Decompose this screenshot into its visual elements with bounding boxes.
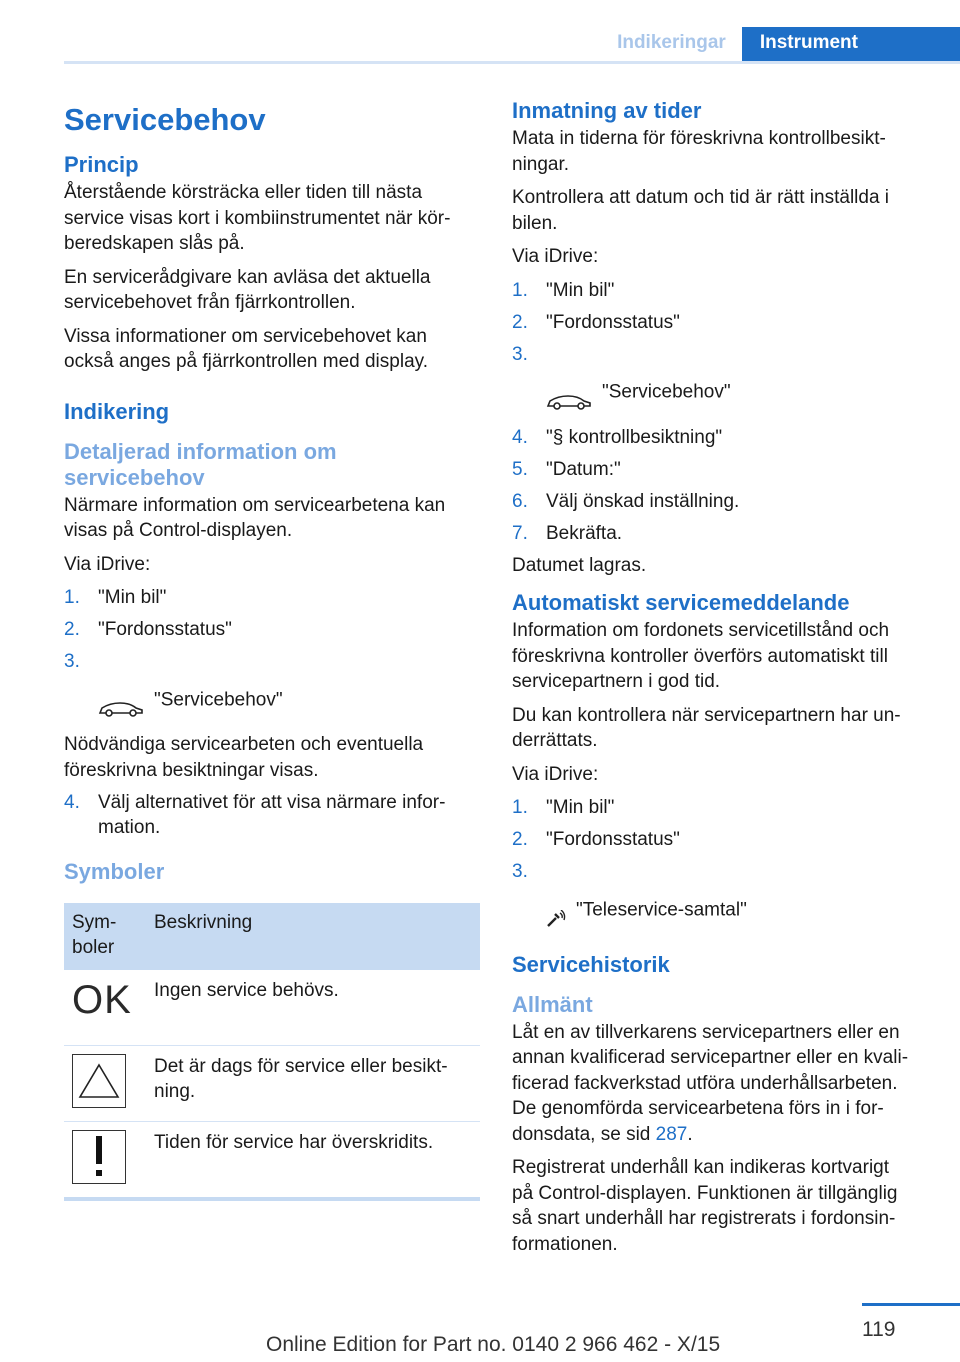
list-item xyxy=(512,457,928,483)
warning-triangle-icon xyxy=(72,1054,126,1108)
step-text: "Fordonsstatus" xyxy=(546,311,680,333)
step-text: "Min bil" xyxy=(546,279,615,301)
car-service-icon xyxy=(546,367,592,418)
footer-rule xyxy=(862,1303,960,1306)
list-item xyxy=(512,425,928,451)
step-text: "Datum:" xyxy=(546,458,621,480)
list-item xyxy=(512,310,928,336)
list-item xyxy=(512,521,928,547)
step-number: 1. xyxy=(512,797,528,818)
inmatning-paragraph-2: Kontrollera att datum och tid är rätt inställda i bilen. xyxy=(512,187,890,234)
allmant-heading: Allmänt xyxy=(512,991,593,1017)
step-sub-text: Datumet lagras. xyxy=(512,554,647,576)
page-reference-link[interactable]: 287 xyxy=(655,1123,688,1145)
inmatning-heading: Inmatning av tider xyxy=(512,98,702,123)
via-idrive-label: Via iDrive: xyxy=(512,763,599,785)
step-text: "Min bil" xyxy=(546,797,615,818)
auto-paragraph-1: Information om fordonets servicetillstånd och föreskrivna kontroller överförs automatiskt till servicepartnern i god tid. xyxy=(512,620,890,692)
list-item xyxy=(512,278,928,304)
ok-icon: OK xyxy=(72,977,132,1022)
table-row xyxy=(64,1121,480,1199)
list-item xyxy=(64,649,480,726)
list-item xyxy=(512,827,928,853)
step-number: 5. xyxy=(512,458,528,480)
step-text: Välj alternativet för att visa närmare infor‐ mation. xyxy=(98,791,446,838)
princip-paragraph-3: Vissa informationer om servicebehovet kan också anges på fjärrkontrollen med display. xyxy=(64,325,429,372)
step-text: "Servicebehov" xyxy=(602,381,731,403)
step-number: 4. xyxy=(64,791,80,813)
table-cell-description: Det är dags för service eller besikt‐ ning. xyxy=(146,1045,480,1121)
list-item xyxy=(64,790,480,841)
princip-heading: Princip xyxy=(64,152,139,177)
step-number: 7. xyxy=(512,522,528,544)
table-cell-description: Ingen service behövs. xyxy=(146,970,480,1046)
table-header-description: Beskrivning xyxy=(146,903,480,970)
left-column xyxy=(64,98,480,1201)
step-text: "§ kontrollbesiktning" xyxy=(546,426,723,448)
indikering-heading: Indikering xyxy=(64,398,170,424)
list-item xyxy=(64,617,480,643)
table-row xyxy=(64,970,480,1046)
list-item xyxy=(512,795,928,821)
step-text: Välj önskad inställning. xyxy=(546,490,740,512)
historik-paragraph-2: Registrerat underhåll kan indikeras kortvarigt på Control-displayen. Funktionen är tillgänglig så snart underhåll har registrerats i fordonsin‐ formationen. xyxy=(512,1157,898,1255)
step-number: 3. xyxy=(512,343,528,365)
princip-paragraph-2: En servicerådgivare kan avläsa det aktuella servicebehovet från fjärrkontrollen. xyxy=(64,266,431,313)
step-number: 2. xyxy=(64,619,80,640)
list-item xyxy=(512,342,928,419)
page-title: Servicebehov xyxy=(64,102,266,137)
step-number: 2. xyxy=(512,829,528,850)
list-item xyxy=(512,489,928,515)
step-number: 3. xyxy=(512,861,528,882)
step-text: "Fordonsstatus" xyxy=(98,619,232,640)
auto-heading: Automatiskt servicemeddelande xyxy=(512,590,850,615)
right-column xyxy=(512,98,928,1265)
step-number: 4. xyxy=(512,426,528,448)
header-rule xyxy=(64,61,960,64)
via-idrive-label: Via iDrive: xyxy=(64,553,151,575)
table-row xyxy=(64,1045,480,1121)
exclamation-icon xyxy=(72,1130,126,1184)
auto-steps xyxy=(512,795,928,936)
step-text: "Teleservice-samtal" xyxy=(576,899,747,921)
detaljerad-paragraph: Närmare information om servicearbetena kan visas på Control-displayen. xyxy=(64,494,446,541)
step-number: 1. xyxy=(64,587,80,608)
step-number: 6. xyxy=(512,490,528,512)
step-text: "Min bil" xyxy=(98,587,167,608)
teleservice-icon xyxy=(546,885,566,936)
via-idrive-label: Via iDrive: xyxy=(512,246,599,267)
step-number: 2. xyxy=(512,311,528,333)
table-cell-description: Tiden för service har överskridits. xyxy=(146,1121,480,1199)
list-item xyxy=(512,859,928,936)
symbol-table xyxy=(64,903,480,1201)
step-text: "Servicebehov" xyxy=(154,689,283,711)
car-service-icon xyxy=(98,675,144,726)
page-number: 119 xyxy=(862,1318,896,1341)
step-text: "Fordonsstatus" xyxy=(546,829,680,850)
header-section[interactable]: Indikeringar xyxy=(617,32,726,53)
historik-heading: Servicehistorik xyxy=(512,951,670,977)
step-number: 1. xyxy=(512,279,528,301)
table-header-row xyxy=(64,903,480,970)
step-number: 3. xyxy=(64,651,80,672)
symboler-heading: Symboler xyxy=(64,858,165,884)
historik-paragraph-1: Låt en av tillverkarens servicepartners eller en annan kvalificerad servicepartner eller en kvali‐ ficerad fackverkstad utföra underhållsarbeten. De genomförda servicearbetena förs in i for‐ donsdata, se sid 287. xyxy=(512,1021,909,1145)
step-sub-text: Nödvändiga servicearbeten och eventuella föreskrivna besiktningar visas. xyxy=(64,734,424,781)
list-item xyxy=(64,585,480,611)
page-header xyxy=(601,27,960,61)
table-header-symbols: Sym‐ boler xyxy=(64,903,146,970)
step-text: Bekräfta. xyxy=(546,522,623,544)
auto-paragraph-2: Du kan kontrollera när servicepartnern har un‐ derrättats. xyxy=(512,704,901,751)
detaljerad-steps xyxy=(64,585,480,841)
inmatning-steps xyxy=(512,278,928,579)
detaljerad-heading: Detaljerad information om servicebehov xyxy=(64,438,337,490)
header-chapter[interactable]: Instrument xyxy=(742,27,960,61)
edition-footer: Online Edition for Part no. 0140 2 966 462 - X/15 xyxy=(266,1333,721,1356)
princip-paragraph-1: Återstående körsträcka eller tiden till nästa service visas kort i kombiinstrumentet när kör‐ beredskapen slås på. xyxy=(64,182,451,254)
inmatning-paragraph-1: Mata in tiderna för föreskrivna kontrollbesikt‐ ningar. xyxy=(512,128,886,175)
